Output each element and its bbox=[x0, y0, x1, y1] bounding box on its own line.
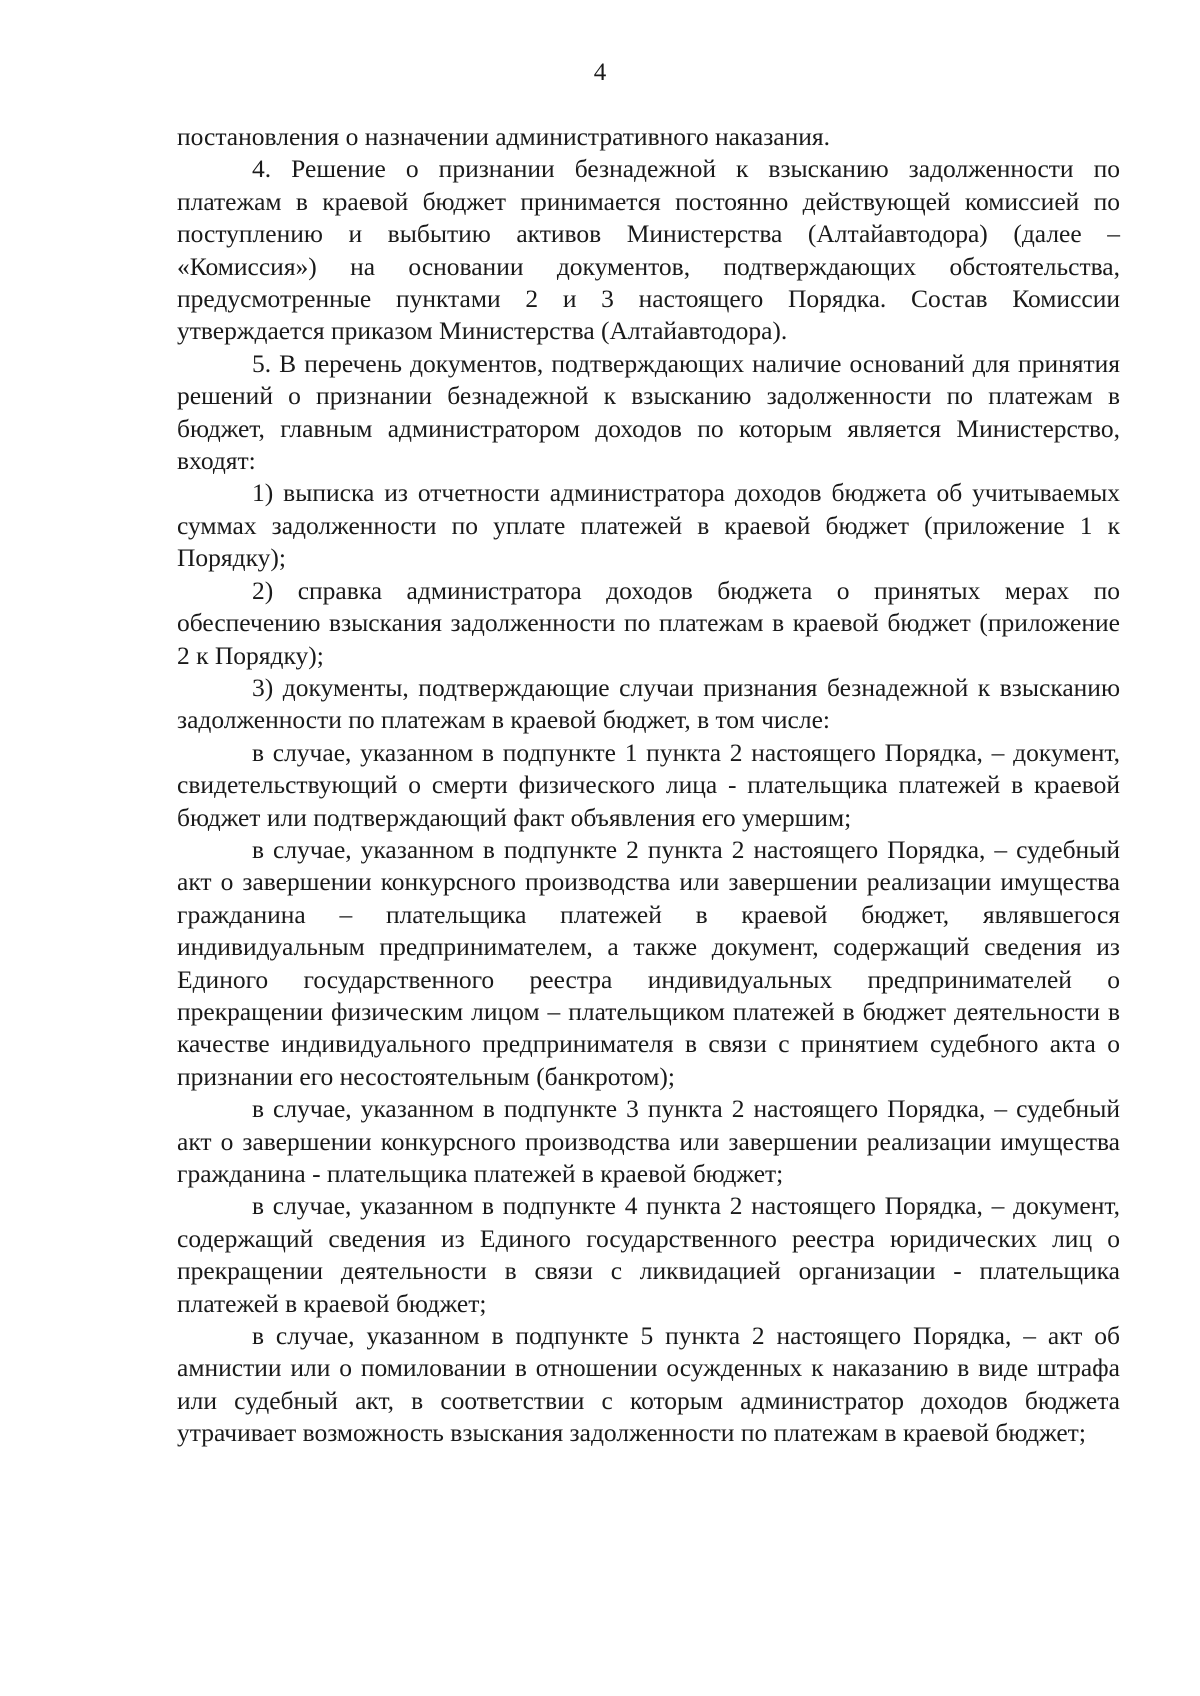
page-number: 4 bbox=[593, 59, 607, 86]
paragraph-case-4: в случае, указанном в подпункте 4 пункта 2 настоящего Порядка, – документ, содержащий сведения из Единого государственного реестра юридических лиц о прекращении деятельности в связи с ликвидацией организации - плательщика платежей в краевой бюджет; bbox=[177, 1191, 1120, 1318]
paragraph-subitem-3: 3) документы, подтверждающие случаи признания безнадежной к взысканию задолженности по платежам в краевой бюджет, в том числе: bbox=[177, 672, 1120, 735]
paragraph-case-5: в случае, указанном в подпункте 5 пункта 2 настоящего Порядка, – акт об амнистии или о помиловании в отношении осужденных к наказанию в виде штрафа или судебный акт, в соответствии с которым администратор доходов бюджета утрачивает возможность взыскания задолженности по платежам в краевой бюджет; bbox=[177, 1321, 1120, 1448]
paragraph-subitem-2: 2) справка администратора доходов бюджета о принятых мерах по обеспечению взыскания задолженности по платежам в краевой бюджет (приложение 2 к Порядку); bbox=[177, 575, 1120, 670]
paragraph-continuation: постановления о назначении административного наказания. bbox=[177, 122, 831, 151]
paragraph-subitem-1: 1) выписка из отчетности администратора доходов бюджета об учитываемых суммах задолженности по уплате платежей в краевой бюджет (приложение 1 к Порядку); bbox=[177, 478, 1120, 573]
paragraph-case-3: в случае, указанном в подпункте 3 пункта 2 настоящего Порядка, – судебный акт о завершении конкурсного производства или завершении реализации имущества гражданина - плательщика платежей в краевой бюджет; bbox=[177, 1094, 1120, 1188]
paragraph-case-2: в случае, указанном в подпункте 2 пункта 2 настоящего Порядка, – судебный акт о завершении конкурсного производства или завершении реализации имущества гражданина – плательщика платежей в краевой бюджет, являвшегося индивидуальным предпринимателем, а также документ, содержащий сведения из Единого государственного реестра индивидуальных предпринимателей о прекращении физическим лицом – плательщиком платежей в бюджет деятельности в качестве индивидуального предпринимателя в связи с принятием судебного акта о признании его несостоятельным (банкротом); bbox=[177, 834, 1120, 1091]
paragraph-case-1: в случае, указанном в подпункте 1 пункта 2 настоящего Порядка, – документ, свидетельствующий о смерти физического лица - плательщика платежей в краевой бюджет или подтверждающий факт объявления его умершим; bbox=[177, 737, 1120, 832]
paragraph-item-5: 5. В перечень документов, подтверждающих наличие оснований для принятия решений о признании безнадежной к взысканию задолженности по платежам в бюджет, главным администратором доходов по которым является Министерство, входят: bbox=[177, 348, 1120, 476]
document-body bbox=[177, 121, 1120, 1450]
paragraph-item-4: 4. Решение о признании безнадежной к взысканию задолженности по платежам в краевой бюджет принимается постоянно действующей комиссией по поступлению и выбытию активов Министерства (Алтайавтодора) (далее – «Комиссия») на основании документов, подтверждающих обстоятельства, предусмотренные пунктами 2 и 3 настоящего Порядка. Состав Комиссии утверждается приказом Министерства (Алтайавтодора). bbox=[177, 154, 1120, 346]
